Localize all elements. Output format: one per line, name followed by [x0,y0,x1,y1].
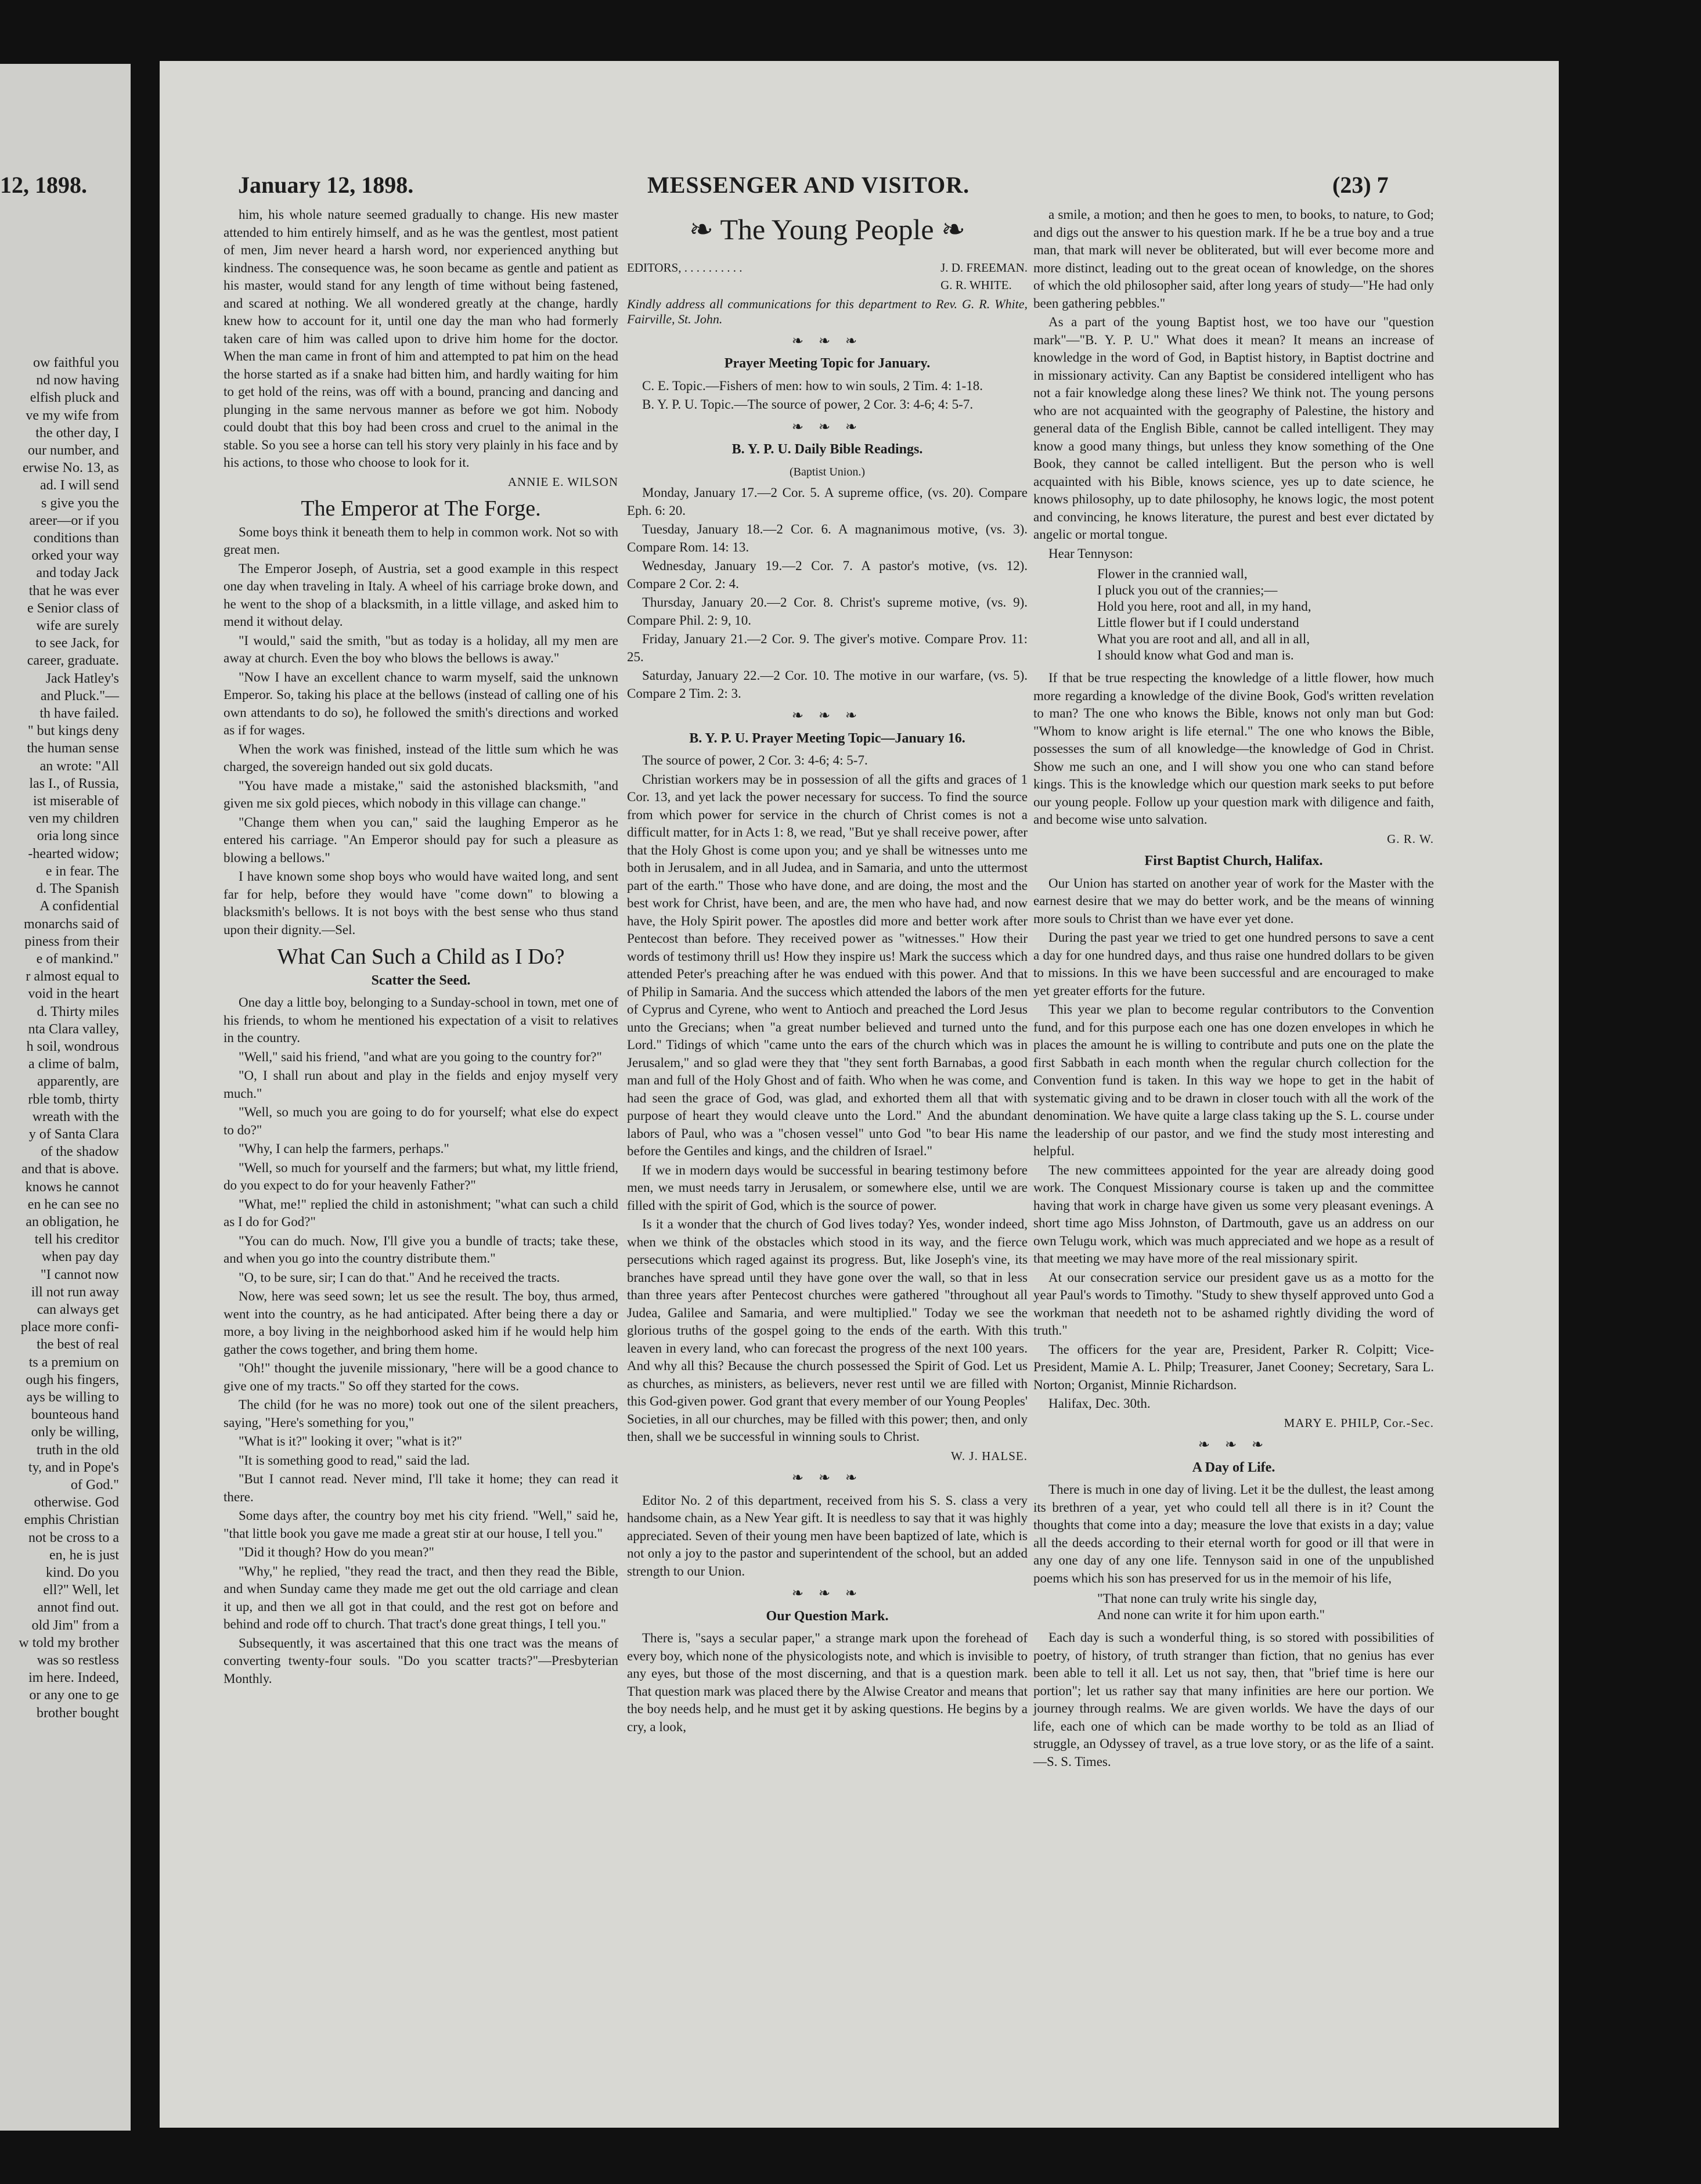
paragraph: Christian workers may be in possession of all the gifts and graces of 1 Cor. 13, and yet lack the power necessary for success. To find the source from which power for service in the church of Christ comes is not a difficult matter, for in Acts 1: 8, we read, "But ye shall receive power, after that the Holy Ghost is come upon you; and ye shall be witnesses unto me both in Jerusalem, and in all Judea, and in Samaria, and unto the uttermost part of the earth." Those who have done, and are doing, the most and the best work for Christ, have been, and are, the men who have had, and now have, the Holy Spirit power. The apostles did more and better work after Pentecost than before. They received power as "witnesses." How their words of testimony thrill us! How they inspire us! Mark the success which attended Peter's preaching after he was endued with this power. And that of Philip in Samaria. And the success which attended the labors of the men of Cyprus and Cyrene, who went to Antioch and preached the Lord Jesus unto the Grecians; when "a great number believed and turned unto the Lord." Tidings of which "came unto the ears of the church which was in Jerusalem," and so glad were they that "they sent forth Barnabas, a good man and full of the Holy Ghost and of faith. Who when he was come, and had seen the grace of God, was glad, and exhorted them all that with purpose of heart they would cleave unto the Lord." And the abundant labors of Paul, who was a "chosen vessel" unto God "to bear His name before the Gentiles and kings, and the children of Israel." [627,772,1028,1158]
section-title-bible: B. Y. P. U. Daily Bible Readings. [731,442,923,457]
paragraph: One day a little boy, belonging to a Sunday-school in town, met one of his friends, to whom he mentioned his expectation of a visit to relatives in the country. [224,995,618,1045]
text-line: erwise No. 13, as [23,460,119,476]
ornament-divider: ❧ ❧ ❧ [791,419,863,435]
text-line: kind. Do you [46,1565,119,1581]
paragraph: "O, I shall run about and play in the fields and enjoy myself very much." [224,1068,618,1101]
text-line: only be willing, [31,1425,119,1440]
article-title-child: What Can Such a Child as I Do? [277,945,565,969]
text-line: can always get [37,1302,119,1317]
text-line: of God." [70,1477,119,1493]
paragraph: Some days after, the country boy met his city friend. "Well," said he, "that little book you gave me made a great stir at our house, I tell you." [224,1508,618,1541]
text-line: im here. Indeed, [28,1670,119,1686]
paragraph: "But I cannot read. Never mind, I'll take it home; they can read it there. [224,1472,618,1504]
paragraph: "Change them when you can," said the laughing Emperor as he entered his carriage. "An Emperor should pay for such a pleasure as blowing a bellows." [224,815,618,865]
text-line: d. The Spanish [36,881,119,897]
department-banner [627,213,1028,246]
text-line: nd now having [36,373,119,388]
text-line: to see Jack, for [35,636,119,651]
text-line: s give you the [41,495,119,511]
byline: G. R. W. [1387,831,1434,846]
paragraph: "Why, I can help the farmers, perhaps." [239,1141,449,1156]
text-line: ve my wife from [26,408,119,423]
byline: MARY E. PHILP, Cor.-Sec. [1284,1415,1434,1430]
byline: ANNIE E. WILSON [507,474,618,489]
text-line: en, he is just [49,1547,119,1563]
text-line: ell?" Well, let [43,1583,119,1598]
paragraph: a smile, a motion; and then he goes to men, to books, to nature, to God; and digs out the answer to his question mark. If he be a true boy and a true man, that mark will never be obliterated, but will ever become more and more distinct, leading out to the great ocean of knowledge, on the shores of which the old philosopher said, after long years of study—"He had only been gathering pebbles." [1033,207,1434,311]
question-mark-continued [1033,206,1434,563]
byline: W. J. HALSE. [951,1448,1028,1463]
editors-line [627,259,1028,294]
section-title-topic: B. Y. P. U. Prayer Meeting Topic—January 16. [689,730,965,746]
text-line: brother bought [37,1705,119,1721]
paragraph: The Emperor Joseph, of Austria, set a good example in this respect one day when traveling in Italy. A wheel of his carriage broke down, and he went to the shop of a blacksmith, in a little village, and asked him to mend it without delay. [224,561,618,629]
text-line: annot find out. [37,1600,119,1616]
editors-label: EDITORS, . . . . . . . . . . [627,260,743,275]
text-line: when pay day [41,1249,119,1265]
text-line: bounteous hand [31,1407,119,1423]
tennyson-poem [1097,566,1434,664]
text-line: and that is above. [21,1162,119,1177]
text-line: las I., of Russia, [29,776,119,791]
article-body-emperor [224,524,618,939]
editor-names [940,259,1028,294]
paragraph: Thursday, January 20.—2 Cor. 8. Christ's supreme motive, (vs. 9). Compare Phil. 2: 9, 10. [627,595,1028,628]
paragraph: "I would," said the smith, "but as today is a holiday, all my men are away at church. Even the boy who blows the bellows is away." [224,633,618,665]
leaf-ornament-icon: ❧ [934,213,965,246]
text-line: wife are surely [36,618,119,634]
halifax-body [1033,875,1434,1413]
text-line: w told my brother [19,1635,119,1650]
paragraph: B. Y. P. U. Topic.—The source of power, 2 Cor. 3: 4-6; 4: 5-7. [642,397,974,412]
ornament-divider: ❧ ❧ ❧ [791,708,863,723]
department-note: Kindly address all communications for this department to Rev. G. R. White, Fairville, St. John. [627,296,1028,326]
paragraph: "O, to be sure, sir; I can do that." And he received the tracts. [239,1270,560,1285]
paragraph: "Why," he replied, "they read the tract, and then they read the Bible, and when Sunday came they made me get out the old carriage and clean it up, and then we all got in that could, and the rest got on before and behind and rode off to church. That tract's done great things, I tell you." [224,1563,618,1631]
paragraph: Some boys think it beneath them to help in common work. Not so with great men. [224,524,618,557]
text-line: ad. I will send [40,478,119,493]
paragraph: There is, "says a secular paper," a strange mark upon the forehead of every boy, which none of the physicologists note, and which is invisible to any eyes, but those of the most discerning, and that is a question mark. That question mark was placed there by the Alwise Creator and means that the boy needs help, and he must get it by asking questions. He begins by a cry, a look, [627,1631,1028,1734]
paragraph: The source of power, 2 Cor. 3: 4-6; 4: 5-7. [642,753,868,767]
paragraph: The officers for the year are, President, Parker R. Colpitt; Vice-President, Mamie A. L. Philp; Treasurer, Janet Cooney; Secretary, Sara L. Norton; Organist, Minnie Richardson. [1033,1342,1434,1392]
text-line: ts a premium on [28,1354,119,1370]
bible-readings [627,484,1028,702]
ornament-divider: ❧ ❧ ❧ [791,1471,863,1486]
text-line: r almost equal to [26,969,119,985]
text-line: e in fear. The [45,863,119,879]
day-poem [1097,1591,1434,1623]
text-line: A confidential [39,899,119,914]
paragraph: Subsequently, it was ascertained that this one tract was the means of converting twenty-four souls. "Do you scatter tracts?"—Presbyterian Monthly. [224,1635,618,1686]
paragraph: "Well," said his friend, "and what are you going to the country for?" [239,1049,602,1064]
text-line: was so restless [37,1653,119,1668]
text-line: that he was ever [28,583,119,599]
text-line: monarchs said of [24,916,119,932]
paragraph: The new committees appointed for the year are already doing good work. The Conquest Missionary course is taken up and the committee having that work in charge have given us some very pleasant evenings. A short time ago Miss Johnston, of Dartmouth, gave us an address on our own Telugu work, which was much appreciated and we hope as a result of that meeting we may have more of the real missionary spirit. [1033,1162,1434,1266]
ornament-divider: ❧ ❧ ❧ [791,1586,863,1601]
text-line: ist miserable of [33,794,119,809]
paragraph: Is it a wonder that the church of God lives today? Yes, wonder indeed, when we think of the obstacles which stood in its way, and the fierce persecutions which raged against its progress. But, like Joseph's vine, its branches have spread until they have gone over the wall, so that in less than three years after Pentecost churches were gathered "throughout all Judea, Galilee and Samaria, and were multiplied." Today we see the glorious truths of the gospel going to the ends of the earth. With this leaven in every land, who can forecast the progress of the next 100 years. And why all this? Because the church possessed the Spirit of God. Let us as churches, as ministers, as believers, never rest until we are filled with this God-given power. God grant that every member of our Young Peoples' Societies, in all our churches, may be filled with this power; then, and only then, shall we be successful in winning souls to Christ. [627,1217,1028,1444]
paragraph: During the past year we tried to get one hundred persons to save a cent a day for one hundred days, and thus raise one hundred dollars to be given to missions. In this we have been successful and are encouraged to make yet greater efforts for the future. [1033,930,1434,998]
text-line: apparently, are [37,1074,119,1090]
text-line: e of mankind." [36,951,119,967]
text-line: What you are root and all, and all in all, [1097,632,1310,646]
horse-story [224,206,618,491]
paragraph: "What, me!" replied the child in astonishment; "what can such a child as I do for God?" [224,1196,618,1229]
text-line: knows he cannot [25,1179,119,1195]
text-line: an obligation, he [26,1214,119,1230]
text-line: our number, and [28,443,119,459]
text-line: Flower in the crannied wall, [1097,567,1248,581]
text-line: th have failed. [39,706,119,722]
text-line: ough his fingers, [26,1372,119,1387]
text-line: emphis Christian [24,1512,119,1528]
text-line: the human sense [27,741,119,756]
text-line: piness from their [24,934,119,949]
text-line: old Jim" from a [31,1617,119,1633]
paragraph: This year we plan to become regular contributors to the Convention fund, and for this purpose each one has one dozen envelopes in which he places the amount he is willing to contribute and puts one on the plate the first Sabbath in each month when the regular church collection for the Convention fund is taken. In this way we hope to get in the habit of systematic giving and to be drawn in closer touch with all the work of the denomination. We have quite a large class taking up the S. L. course under the leadership of our pastor, and we find the study most interesting and helpful. [1033,1002,1434,1158]
paragraph: When the work was finished, instead of the little sum which he was charged, the sovereign handed out six gold ducats. [224,741,618,774]
text-line: h soil, wondrous [26,1039,119,1054]
text-line: Jack Hatley's [45,671,119,686]
text-line: the best of real [37,1337,119,1353]
section-title-question-mark: Our Question Mark. [766,1608,889,1624]
paragraph: Tuesday, January 18.—2 Cor. 6. A magnanimous motive, (vs. 3). Compare Rom. 14: 13. [627,522,1028,554]
paragraph: If we in modern days would be successful in bearing testimony before men, we must needs tarry in Jerusalem, or somewhere else, until we are filled with the spirit of God, which is the source of power. [627,1162,1028,1213]
paragraph: Now, here was seed sown; let us see the result. The boy, thus armed, went into the country, as he had anticipated. After being there a day or more, a boy living in the neighborhood asked him if he would help him gather the cows together, and bring them home. [224,1289,618,1357]
paragraph: At our consecration service our president gave us as a motto for the year Paul's words to Timothy. "Study to shew thyself approved unto God a workman that needeth not to be ashamed rightly dividing the word of truth." [1033,1270,1434,1338]
paragraph: "Now I have an excellent chance to warm myself, said the unknown Emperor. So, taking his place at the bellows (instead of calling one of his own attendants to do so), he followed the smith's directions and worked as if for wages. [224,669,618,737]
header-page-number: (23) 7 [1332,172,1389,198]
newspaper-page [160,61,1559,2128]
paragraph: Friday, January 21.—2 Cor. 9. The giver's motive. Compare Prov. 11: 25. [627,632,1028,664]
paragraph: Saturday, January 22.—2 Cor. 10. The motive in our warfare, (vs. 5). Compare 2 Tim. 2: 3. [627,668,1028,701]
paragraph: As a part of the young Baptist host, we too have our "question mark"—"B. Y. P. U." What does it mean? It means an increase of knowledge in the word of God, in Baptist history, in Baptist doctrine and in missionary activity. Can any Baptist be considered intelligent who has not a fair knowledge along these lines? We think not. The young persons who are not acquainted with the geography of Palestine, the history and general data of the English Bible, cannot be called intelligent. They may know a good many things, but unless they know something of the One Book, they cannot be called intelligent. But the person who is well acquainted with his Bible, knows science, yes up to date science, he knows philosophy, up to date philosophy, he knows logic, the most potent and convincing, he knows literature, the purest and best ever dictated by angelic or mortal tongue. [1033,315,1434,542]
text-line: the other day, I [35,425,119,441]
paragraph: There is much in one day of living. Let it be the dullest, the least among its brethren of a year, yet who could tell all there is in it? Count the thoughts that come into a day; measure the love that exists in a day; value all the deeds according to their eternal worth for good or ill that were in any one day of any one life. Tennyson said in one of the unpublished poems which his son has preserved for us in the memoir of his life, [1033,1482,1434,1585]
text-line: void in the heart [28,986,119,1002]
paragraph: Editor No. 2 of this department, received from his S. S. class a very handsome chain, as a New Year gift. It is needless to say that it was highly appreciated. Seven of their young men have been baptized of late, which is not only a joy to the pastor and superintendent of the school, but an added strength to our Union. [627,1493,1028,1578]
text-line: rble tomb, thirty [28,1091,119,1107]
ornament-divider: ❧ ❧ ❧ [791,333,863,349]
text-line: ty, and in Pope's [28,1459,119,1475]
paragraph: "Well, so much for yourself and the farmers; but what, my little friend, do you expect to do for your heavenly Father?" [224,1160,618,1192]
header-date: January 12, 1898. [238,172,414,198]
text-line: career, graduate. [27,653,119,669]
paragraph: The child (for he was no more) took out one of the silent preachers, saying, "Here's something for you," [224,1397,618,1430]
paragraph: him, his whole nature seemed gradually to change. His new master attended to him entirely himself, and as he was the gentlest, most patient of men, Jim never heard a harsh word, nor experienced anything but kindness. The consequence was, he soon became as gentle and patient as his master, would stand for any length of time without being fastened, and scared at nothing. We all wondered greatly at the change, hardly knew how to account for it, until one day the man who had formerly taken care of him was called upon to drive him home for the doctor. When the man came in front of him and attempted to pat him on the head the horse started as if a snake had bitten him, and hardly waiting for him to get hold of the reins, was off with a bound, prancing and dancing and plunging in the same nervous manner as before we got him. Nobody could doubt that this boy had been cross and cruel to the animal in the stable. So you see a horse can tell his story very plainly in his face and by his actions, to those who choose to look for it. [224,207,618,470]
text-line: -hearted widow; [28,846,119,862]
text-line: Little flower but if I could understand [1097,615,1299,630]
banner-title: The Young People [720,213,934,246]
text-line: oria long since [37,828,119,844]
paragraph: Wednesday, January 19.—2 Cor. 7. A pastor's motive, (vs. 12). Compare 2 Cor. 2: 4. [627,558,1028,591]
section-title-prayer: Prayer Meeting Topic for January. [724,356,931,371]
article-title-emperor: The Emperor at The Forge. [301,496,541,521]
text-line: tell his creditor [34,1232,119,1248]
text-line: or any one to ge [29,1688,119,1703]
text-line: ven my children [28,811,119,827]
column-2 [627,206,1028,1737]
paragraph: Hear Tennyson: [1048,546,1133,561]
text-line: place more confi- [20,1320,119,1335]
page-header [160,165,1559,200]
section-subtitle-bible: (Baptist Union.) [790,465,865,478]
text-line: and today Jack [36,565,119,581]
leaf-ornament-icon: ❧ [689,213,720,246]
text-line: ill not run away [31,1284,119,1300]
text-line: areer—or if you [29,513,119,528]
text-line: Hold you here, root and all, in my hand, [1097,599,1311,614]
text-line: I should know what God and man is. [1097,648,1294,662]
text-line: en he can see no [27,1196,119,1212]
text-line: e Senior class of [27,600,119,616]
text-line: not be cross to a [28,1530,119,1545]
previous-page-text [0,354,119,1722]
paragraph: "Oh!" thought the juvenile missionary, "here will be a good chance to give one of my tracts." So off they started for the cows. [224,1361,618,1393]
text-line: y of Santa Clara [28,1126,119,1142]
text-line: wreath with the [32,1109,119,1125]
article-body-child [224,994,618,1688]
column-3 [1033,206,1434,1772]
text-line: d. Thirty miles [37,1004,119,1019]
text-line: an wrote: "All [39,758,119,774]
ornament-divider: ❧ ❧ ❧ [1198,1437,1270,1453]
column-1 [224,206,618,1689]
article-subtitle-child: Scatter the Seed. [371,972,471,988]
paragraph: "Did it though? How do you mean?" [239,1545,434,1559]
paragraph: I have known some shop boys who would have waited long, and sent far for help, before they would have "come down" to blowing a blacksmith's bellows. It is not boys with the best sense who thus stand upon their dignity.—Sel. [224,869,618,937]
section-title-halifax: First Baptist Church, Halifax. [1144,853,1323,868]
text-line: and Pluck."— [40,688,119,704]
paragraph: Our Union has started on another year of work for the Master with the earnest desire that we may do better work, and be the means of winning more souls to Christ than we have ever yet done. [1033,875,1434,926]
paragraph: If that be true respecting the knowledge of a little flower, how much more regarding a knowledge of the divine Book, God's written revelation to man? The one who knows the Bible, knows not only man but God: "Whom to know aright is life eternal." The one who knows the Bible, possesses the sum of all knowledge—the knowledge of God in Christ. Show me such an one, and I will show you one who can stand before kings. This is the knowledge which our question mark seeks to put before our young people. Follow up your question mark with diligence and faith, and become wise unto salvation. [1033,671,1434,827]
previous-page-date: 12, 1898. [0,172,87,198]
paragraph: "It is something good to read," said the lad. [239,1453,470,1468]
editor-name: J. D. FREEMAN. [940,260,1028,275]
text-line: orked your way [31,548,119,564]
paragraph: "What is it?" looking it over; "what is it?" [239,1434,463,1448]
paragraph: Monday, January 17.—2 Cor. 5. A supreme office, (vs. 20). Compare Eph. 6: 20. [627,485,1028,518]
paragraph: "You have made a mistake," said the astonished blacksmith, "and given me six gold pieces, which nobody in this village can change." [224,778,618,810]
text-line: I pluck you out of the crannies;— [1097,583,1278,597]
topic-body [627,752,1028,1446]
paragraph: "You can do much. Now, I'll give you a bundle of tracts; take these, and when you go into the country distribute them." [224,1233,618,1266]
text-line: elfish pluck and [30,390,119,406]
text-line: ays be willing to [26,1389,119,1405]
text-line: conditions than [33,531,119,546]
paragraph: C. E. Topic.—Fishers of men: how to win souls, 2 Tim. 4: 1-18. [642,378,983,393]
section-title-day-of-life: A Day of Life. [1192,1459,1275,1475]
text-line: And none can write it for him upon earth." [1097,1608,1325,1622]
text-line: otherwise. God [34,1495,119,1511]
text-line: " but kings deny [27,723,119,739]
header-title: MESSENGER AND VISITOR. [647,172,970,198]
text-line: a clime of balm, [28,1057,119,1072]
paragraph: Each day is such a wonderful thing, is so stored with possibilities of poetry, of history, of truth stranger than fiction, that no genius has ever been able to tell it all. Let us not say, then, that "brief time is here our portion"; let us rather say that many infinities are here our portion. We journey through realms. We are given worlds. We have the days of our life, each one of which can be made worthy to be told as an Iliad of struggle, an Odyssey of travel, as a true love story, or as the life of a saint.—S. S. Times. [1033,1630,1434,1769]
paragraph: "Well, so much you are going to do for yourself; what else do expect to do?" [224,1105,618,1137]
text-line: nta Clara valley, [28,1021,119,1037]
editor-name: G. R. WHITE. [940,278,1012,292]
text-line: "That none can truly write his single day, [1097,1591,1317,1606]
text-line: of the shadow [41,1144,119,1160]
text-line: "I cannot now [40,1267,119,1282]
previous-page-fragment [0,64,131,2131]
paragraph: Halifax, Dec. 30th. [1048,1396,1151,1411]
text-line: truth in the old [37,1442,119,1458]
text-line: ow faithful you [33,355,119,370]
